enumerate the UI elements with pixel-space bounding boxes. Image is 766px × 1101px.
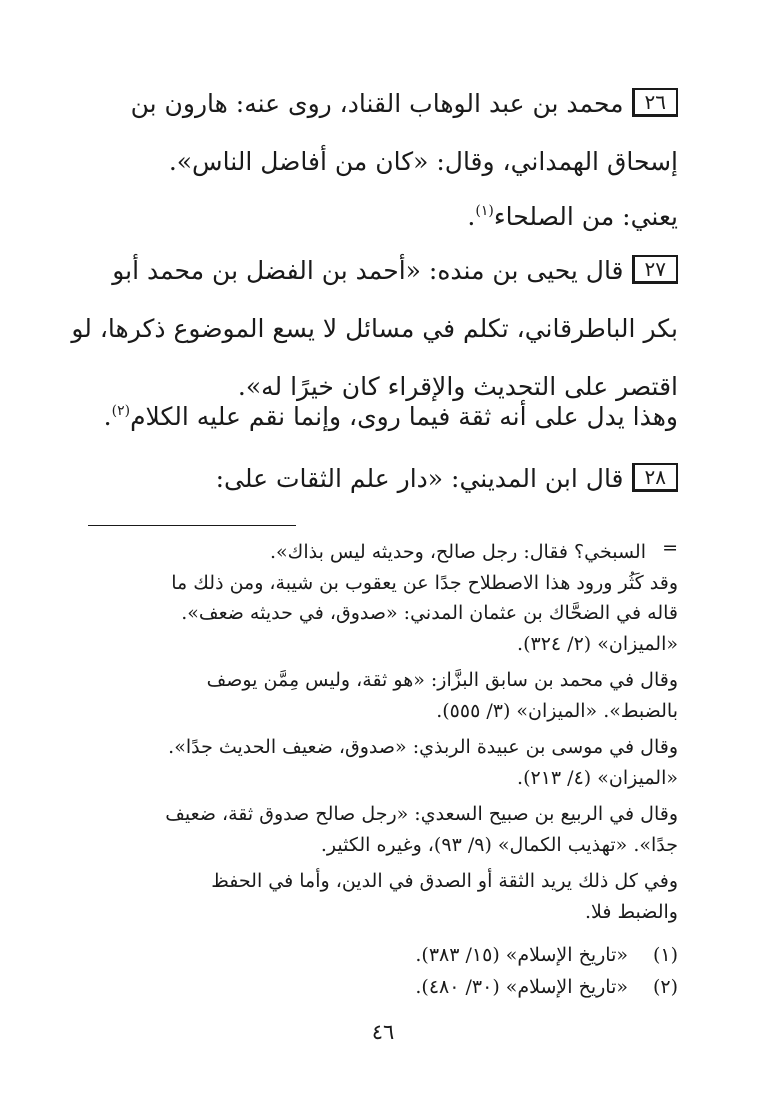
entry-number-box: ٢٧ <box>632 255 678 284</box>
footnote-mark: (١) <box>652 944 678 966</box>
entry-text: بكر الباطرقاني، تكلم في مسائل لا يسع الموضوع ذكرها، لو <box>71 314 678 343</box>
footnote-text: «تاريخ الإسلام» (٣٠/ ٤٨٠). <box>415 976 628 998</box>
footnote-text: «تاريخ الإسلام» (١٥/ ٣٨٣). <box>415 944 628 966</box>
entry-number-box: ٢٨ <box>632 463 678 492</box>
footnote-line: وقال في موسى بن عبيدة الربذي: «صدوق، ضعيف الحديث جدًا». <box>168 736 678 758</box>
entry-text: قال ابن المديني: «دار علم الثقات على: <box>215 464 624 493</box>
comment-1 <box>86 182 678 246</box>
comment-text: يعني: من الصلحاء <box>493 202 678 231</box>
footnote-line: «الميزان» (٢/ ٣٢٤). <box>517 632 678 655</box>
footnote-line: وقد كَثُر ورود هذا الاصطلاح جدًا عن يعقوب بن شيبة، ومن ذلك ما <box>171 571 678 594</box>
entry-line <box>71 300 678 358</box>
entry-text: إسحاق الهمداني، وقال: «كان من أفاضل الناس». <box>168 147 678 176</box>
entry-number-box: ٢٦ <box>632 88 678 117</box>
comment-line <box>86 182 678 246</box>
entry-text: قال يحيى بن منده: «أحمد بن الفضل بن محمد أبو <box>112 256 624 285</box>
footnote-line: «الميزان» (٤/ ٢١٣). <box>517 766 678 789</box>
footnote-1 <box>415 940 678 970</box>
footnote-line: وقال في محمد بن سابق البزَّاز: «هو ثقة، وليس مِمَّن يوصف <box>206 669 678 691</box>
footnote-line: السبخي؟ فقال: رجل صالح، وحديثه ليس بذاك». <box>270 541 646 563</box>
page-number: ٤٦ <box>371 1020 395 1044</box>
footnote-continuation <box>86 537 678 927</box>
comment-text: وهذا يدل على أنه ثقة فيما روى، وإنما نقم عليه الكلام <box>130 402 678 431</box>
entry-text: اقتصر على التحديث والإقراء كان خيرًا له». <box>237 372 678 401</box>
footnote-line: جدًا». «تهذيب الكمال» (٩/ ٩٣)، وغيره الكثير. <box>320 833 678 856</box>
comment-end: . <box>467 202 476 231</box>
entry-text: محمد بن عبد الوهاب القناد، روى عنه: هارون بن <box>130 89 624 118</box>
footnote-ref: (١) <box>475 203 494 219</box>
footnote-separator <box>88 525 296 526</box>
footnote-line: وفي كل ذلك يريد الثقة أو الصدق في الدين، وأما في الحفظ <box>211 870 678 892</box>
entry-28 <box>86 450 678 508</box>
entry-line <box>86 242 678 300</box>
footnote-line: قاله في الضحَّاك بن عثمان المدني: «صدوق، في حديثه ضعف». <box>181 602 678 624</box>
footnote-2 <box>415 972 678 1002</box>
footnote-ref: (٢) <box>111 403 131 419</box>
footnote-line: وقال في الربيع بن صبيح السعدي: «رجل صالح صدوق ثقة، ضعيف <box>165 803 678 825</box>
entry-line <box>86 75 678 133</box>
comment-end: . <box>103 402 112 431</box>
comment-2 <box>86 382 678 446</box>
footnote-mark: (٢) <box>652 976 678 998</box>
comment-line <box>86 382 678 446</box>
entry-line <box>86 450 678 508</box>
footnote-line: والضبط فلا. <box>585 900 678 923</box>
entry-26 <box>86 75 678 191</box>
continuation-marker: = <box>662 537 678 559</box>
footnote-line: بالضبط». «الميزان» (٣/ ٥٥٥). <box>436 699 678 722</box>
